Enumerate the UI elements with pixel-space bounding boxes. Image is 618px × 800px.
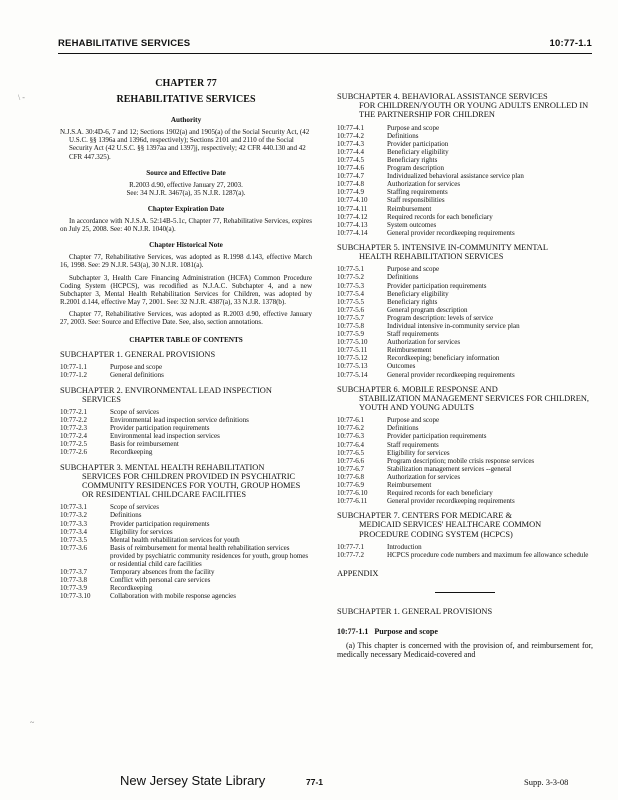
body-section-heading xyxy=(337,628,593,636)
toc-entry-number: 10:77-1.1 xyxy=(60,363,88,372)
toc-entry-number: 10:77-6.3 xyxy=(337,432,365,441)
toc-entry-title: Staff requirements xyxy=(387,440,439,449)
toc-entry-title: Required records for each beneficiary xyxy=(387,489,493,498)
toc-entry-title: Purpose and scope xyxy=(110,363,163,372)
toc-entry-title: Authorization for services xyxy=(387,338,461,347)
toc-entry-title: Staffing requirements xyxy=(387,188,448,197)
subchapter-title-text: SUBCHAPTER 7. CENTERS FOR MEDICARE & xyxy=(337,511,512,521)
toc-entry-title: Environmental lead inspection services xyxy=(110,432,220,441)
toc-entry xyxy=(337,213,593,221)
toc-entry xyxy=(337,205,593,213)
subchapter-title-continuation: FOR CHILDREN/YOUTH OR YOUNG ADULTS ENROLLED IN THE PARTNERSHIP FOR CHILDREN xyxy=(359,101,589,120)
expiration-heading: Chapter Expiration Date xyxy=(147,204,225,213)
toc-entry-number: 10:77-5.5 xyxy=(337,297,365,306)
toc-entry-title: Purpose and scope xyxy=(387,416,440,425)
toc-entry-title: General definitions xyxy=(110,371,164,380)
toc-entry-number: 10:77-4.11 xyxy=(337,204,368,213)
toc-entry xyxy=(60,371,312,379)
body-section-title: Purpose and scope xyxy=(374,627,438,637)
toc-entry xyxy=(337,441,593,449)
toc-entry-title: Reimbursement xyxy=(387,481,432,489)
left-column xyxy=(60,80,312,600)
toc-subchapter-title xyxy=(337,92,593,120)
toc-entry xyxy=(337,432,593,440)
footer-page-number: 77-1 xyxy=(306,777,324,787)
toc-entry-number: 10:77-4.3 xyxy=(337,139,365,148)
subchapter-title-text: SUBCHAPTER 2. ENVIRONMENTAL LEAD INSPECTION xyxy=(60,385,272,395)
toc-entry-number: 10:77-4.12 xyxy=(337,212,368,221)
toc-entry-title: Staff requirements xyxy=(387,330,439,339)
toc-entry-title: Collaboration with mobile response agencies xyxy=(110,592,236,601)
toc-entry-number: 10:77-3.3 xyxy=(60,519,88,528)
toc-entry xyxy=(60,416,312,424)
body-paragraph: (a) This chapter is concerned with the provision of, and reimbursement for, medically necessary Medicaid-covered and xyxy=(337,640,593,659)
toc-entry-number: 10:77-5.2 xyxy=(337,273,365,282)
toc-entry-number: 10:77-7.1 xyxy=(337,542,365,551)
toc-entry xyxy=(337,273,593,281)
toc-entry xyxy=(60,584,312,592)
toc-entry-title: Eligibility for services xyxy=(110,527,173,536)
source-line: R.2003 d.90, effective January 27, 2003. xyxy=(129,180,243,189)
toc-entry-number: 10:77-5.7 xyxy=(337,313,365,322)
toc-entry xyxy=(337,298,593,306)
toc-entry-number: 10:77-5.10 xyxy=(337,338,368,347)
toc-entry xyxy=(60,520,312,528)
toc-entry-title: Definitions xyxy=(387,273,419,282)
toc-entry-number: 10:77-2.1 xyxy=(60,407,88,416)
toc-entry-title: Temporary absences from the facility xyxy=(110,568,215,577)
toc-entry-title: Definitions xyxy=(110,511,142,520)
toc-entry-number: 10:77-4.4 xyxy=(337,147,365,156)
toc-entry xyxy=(337,180,593,188)
toc-entry-title: Stabilization management services --general xyxy=(387,464,512,473)
toc-entry-title: Basis for reimbursement xyxy=(110,440,179,449)
toc-entry-title: Scope of services xyxy=(110,503,159,512)
toc-entry xyxy=(337,473,593,481)
toc-entry xyxy=(337,164,593,172)
toc-subchapter xyxy=(337,511,593,559)
toc-subchapter-title xyxy=(337,385,593,413)
toc-entry-number: 10:77-2.6 xyxy=(60,448,88,457)
toc-entry xyxy=(60,503,312,511)
toc-entry-title: Individual intensive in-community service plan xyxy=(387,321,520,330)
body-subchapter-title: SUBCHAPTER 1. GENERAL PROVISIONS xyxy=(337,607,493,617)
toc-entry-number: 10:77-7.2 xyxy=(337,550,365,559)
toc-entry xyxy=(60,536,312,544)
toc-entry xyxy=(60,568,312,576)
toc-entry-number: 10:77-4.9 xyxy=(337,188,365,197)
toc-entry xyxy=(337,362,593,370)
toc-entry-number: 10:77-6.4 xyxy=(337,440,365,449)
footer-supplement-date: Supp. 3-3-08 xyxy=(524,777,569,787)
toc-entry-number: 10:77-5.8 xyxy=(337,321,365,330)
toc-entry-title: Purpose and scope xyxy=(387,265,440,274)
historical-note-paragraph: Subchapter 3, Health Care Financing Administration (HCFA) Common Procedure Coding System (HCPCS), was recodified as N.J.A.C. Subchapter 4, and a new Subchapter 3, Mental Health Rehabilitation Services for Children, was adopted by R.2001 d.144, effective May 7, 2001. See: 32 N.J.R. 4387(a), 33 N.J.R. 1378(b). xyxy=(60,273,312,306)
toc-entry-title: Mental health rehabilitation services for youth xyxy=(110,535,240,544)
toc-entry xyxy=(337,306,593,314)
chapter-number: CHAPTER 77 xyxy=(155,78,217,89)
toc-entry-title: Program description: levels of service xyxy=(387,313,494,322)
toc-entry-title: Introduction xyxy=(387,542,422,551)
chapter-title: REHABILITATIVE SERVICES xyxy=(116,94,256,106)
toc-entry-number: 10:77-6.6 xyxy=(337,456,365,465)
toc-entry xyxy=(60,432,312,440)
toc-entry xyxy=(60,544,312,568)
toc-entry xyxy=(337,229,593,237)
toc-entry-title: Authorization for services xyxy=(387,472,461,481)
toc-entry xyxy=(337,132,593,140)
toc-entry-title: Definitions xyxy=(387,424,419,433)
toc-entry-title: Recordkeeping xyxy=(110,448,153,457)
toc-entry xyxy=(337,449,593,457)
toc-entry xyxy=(337,551,593,559)
toc-entry-number: 10:77-5.3 xyxy=(337,281,365,290)
toc-entry xyxy=(337,497,593,505)
toc-entry-number: 10:77-2.4 xyxy=(60,432,88,441)
toc-entry xyxy=(60,576,312,584)
body-section-number: 10:77-1.1 xyxy=(337,627,369,637)
toc-entry xyxy=(337,196,593,204)
source-heading: Source and Effective Date xyxy=(146,168,226,177)
toc-entry-number: 10:77-6.9 xyxy=(337,481,365,489)
toc-entry xyxy=(337,346,593,354)
authority-text: N.J.S.A. 30:4D-6, 7 and 12; Sections 1902(a) and 1905(a) of the Social Security Act, (42 U.S.C. §§ 1396a and 1396d, respectively); Sections 2101 and 2110 of the Social Security Act (42 U.S.C. §§ 1397aa and 1397jj, respectively; 42 CFR 440.130 and 42 CFR 447.325). xyxy=(60,128,310,161)
toc-subchapter-title xyxy=(337,243,593,261)
toc-entry xyxy=(337,314,593,322)
toc-entry-number: 10:77-4.8 xyxy=(337,180,365,189)
toc-entry xyxy=(337,489,593,497)
toc-entry-number: 10:77-3.6 xyxy=(60,543,88,552)
toc-entry xyxy=(337,416,593,424)
toc-entry-title: General provider recordkeeping requirements xyxy=(387,228,515,237)
toc-entry-number: 10:77-5.1 xyxy=(337,265,365,274)
toc-entry xyxy=(337,338,593,346)
toc-entry xyxy=(60,511,312,519)
historical-note-paragraph: Chapter 77, Rehabilitative Services, was adopted as R.1998 d.143, effective March 16, 1998. See: 29 N.J.R. 543(a), 30 N.J.R. 1081(a). xyxy=(60,253,312,270)
toc-entry xyxy=(337,282,593,290)
toc-entry-title: Conflict with personal care services xyxy=(110,576,211,585)
toc-entry-number: 10:77-6.7 xyxy=(337,464,365,473)
running-header xyxy=(58,37,592,54)
toc-entry-title: HCPCS procedure code numbers and maximum fee allowance schedule xyxy=(387,550,589,559)
toc-entry-number: 10:77-6.11 xyxy=(337,497,368,506)
toc-entry xyxy=(337,465,593,473)
toc-entry xyxy=(60,448,312,456)
toc-entry-title: Outcomes xyxy=(387,362,416,371)
toc-subchapter-title xyxy=(60,463,312,500)
toc-subchapter xyxy=(337,385,593,506)
toc-entry xyxy=(337,424,593,432)
toc-entry-number: 10:77-6.10 xyxy=(337,489,368,498)
toc-entry xyxy=(337,148,593,156)
toc-entry-title: Program description; mobile crisis response services xyxy=(387,456,535,465)
divider-rule xyxy=(435,592,495,593)
subchapter-title-continuation: SERVICES xyxy=(82,394,121,404)
subchapter-title-text: SUBCHAPTER 6. MOBILE RESPONSE AND xyxy=(337,384,498,394)
toc-entry-number: 10:77-5.12 xyxy=(337,354,368,363)
toc-entry-number: 10:77-1.2 xyxy=(60,371,88,380)
toc-entry-title: Authorization for services xyxy=(387,180,461,189)
toc-entry xyxy=(337,265,593,273)
toc-entry-number: 10:77-4.6 xyxy=(337,164,365,173)
toc-subchapter-title xyxy=(337,511,593,539)
toc-entry-title: Staff responsibilities xyxy=(387,196,445,205)
header-title: REHABILITATIVE SERVICES xyxy=(58,38,191,49)
toc-entry-number: 10:77-5.14 xyxy=(337,370,368,379)
toc-entry-title: General program description xyxy=(387,305,468,314)
toc-entry xyxy=(337,543,593,551)
footer-library-stamp: New Jersey State Library xyxy=(120,773,266,788)
historical-note-paragraph: Chapter 77, Rehabilitative Services, was adopted as R.2003 d.90, effective January 27, 2003. See: Source and Effective Date. See, also, section annotations. xyxy=(60,309,312,326)
expiration-text: In accordance with N.J.S.A. 52:14B-5.1c, Chapter 77, Rehabilitative Services, expires on July 25, 2008. See: 40 N.J.R. 1040(a). xyxy=(60,217,312,234)
toc-entry-title: Recordkeeping; beneficiary information xyxy=(387,354,500,363)
subchapter-title-text: SUBCHAPTER 5. INTENSIVE IN-COMMUNITY MENTAL xyxy=(337,242,548,252)
toc-entry-title: System outcomes xyxy=(387,220,437,229)
toc-entry xyxy=(337,140,593,148)
toc-entry-title: Definitions xyxy=(387,131,419,140)
toc-entry-number: 10:77-3.4 xyxy=(60,527,88,536)
toc-entry xyxy=(60,440,312,448)
toc-subchapter xyxy=(337,243,593,379)
toc-entry-title: Provider participation xyxy=(387,139,449,148)
toc-entry-title: Beneficiary eligibility xyxy=(387,289,449,298)
toc-entry-title: Individualized behavioral assistance service plan xyxy=(387,172,524,181)
toc-entry-title: Required records for each beneficiary xyxy=(387,212,493,221)
right-column xyxy=(337,86,593,663)
toc-heading: CHAPTER TABLE OF CONTENTS xyxy=(129,336,243,345)
toc-entry-number: 10:77-4.5 xyxy=(337,155,365,164)
toc-entry-number: 10:77-4.1 xyxy=(337,123,365,132)
toc-entry-title: Beneficiary rights xyxy=(387,297,438,306)
toc-entry-number: 10:77-5.6 xyxy=(337,305,365,314)
subchapter-title-continuation: MEDICAID SERVICES' HEALTHCARE COMMON PROCEDURE CODING SYSTEM (HCPCS) xyxy=(359,520,542,539)
toc-entry-title: Reimbursement xyxy=(387,204,432,213)
toc-entry xyxy=(60,363,312,371)
source-line: See: 34 N.J.R. 3467(a), 35 N.J.R. 1287(a). xyxy=(126,188,246,197)
toc-entry-number: 10:77-3.5 xyxy=(60,535,88,544)
toc-entry xyxy=(337,290,593,298)
toc-entry-number: 10:77-3.10 xyxy=(60,592,91,601)
toc-entry-number: 10:77-5.11 xyxy=(337,346,368,355)
toc-entry-title: Provider participation requirements xyxy=(110,519,210,528)
toc-entry-title: General provider recordkeeping requirements xyxy=(387,497,515,506)
toc-subchapter xyxy=(60,350,312,379)
toc-entry-number: 10:77-5.4 xyxy=(337,289,365,298)
toc-subchapter xyxy=(60,386,312,457)
toc-entry-number: 10:77-3.2 xyxy=(60,511,88,520)
toc-entry-number: 10:77-6.5 xyxy=(337,448,365,457)
toc-entry-title: Provider participation requirements xyxy=(387,432,487,441)
toc-entry-number: 10:77-3.7 xyxy=(60,568,88,577)
toc-entry xyxy=(337,322,593,330)
toc-entry-number: 10:77-3.1 xyxy=(60,503,88,512)
subchapter-title-text: SUBCHAPTER 1. GENERAL PROVISIONS xyxy=(60,350,216,360)
toc-entry-number: 10:77-3.8 xyxy=(60,576,88,585)
toc-entry-title: Scope of services xyxy=(110,407,159,416)
toc-entry-title: Reimbursement xyxy=(387,346,432,355)
scan-mark: \ - xyxy=(18,93,25,102)
toc-entry-number: 10:77-6.8 xyxy=(337,472,365,481)
toc-entry-number: 10:77-2.5 xyxy=(60,440,88,449)
toc-subchapter xyxy=(337,92,593,237)
subchapter-title-text: SUBCHAPTER 3. MENTAL HEALTH REHABILITATION xyxy=(60,462,265,472)
toc-entry xyxy=(337,221,593,229)
toc-entry-title: Provider participation requirements xyxy=(110,424,210,433)
toc-subchapter xyxy=(60,463,312,601)
toc-entry xyxy=(337,354,593,362)
toc-entry-title: Eligibility for services xyxy=(387,448,450,457)
toc-entry xyxy=(337,457,593,465)
toc-entry-title: General provider recordkeeping requirements xyxy=(387,370,515,379)
toc-subchapter-title xyxy=(60,350,312,359)
toc-entry xyxy=(337,188,593,196)
toc-entry-title: Beneficiary eligibility xyxy=(387,147,449,156)
toc-entry-title: Basis of reimbursement for mental health rehabilitation services provided by psychiatric community residences for youth, group homes or residential child care facilities xyxy=(110,543,309,568)
toc-entry-title: Provider participation requirements xyxy=(387,281,487,290)
appendix-entry: APPENDIX xyxy=(337,569,379,579)
toc-entry-title: Program description xyxy=(387,164,444,173)
header-section-number: 10:77-1.1 xyxy=(549,38,592,49)
subchapter-title-continuation: STABILIZATION MANAGEMENT SERVICES FOR CHILDREN, YOUTH AND YOUNG ADULTS xyxy=(359,393,589,413)
toc-entry-number: 10:77-6.1 xyxy=(337,416,365,425)
toc-entry xyxy=(337,172,593,180)
toc-entry-title: Purpose and scope xyxy=(387,123,440,132)
scan-mark: ~ xyxy=(30,718,35,727)
toc-entry-number: 10:77-4.13 xyxy=(337,220,368,229)
subchapter-title-continuation: HEALTH REHABILITATION SERVICES xyxy=(359,252,504,262)
toc-entry xyxy=(337,481,593,489)
historical-note-heading: Chapter Historical Note xyxy=(149,241,223,250)
subchapter-title-text: SUBCHAPTER 4. BEHAVIORAL ASSISTANCE SERVICES xyxy=(337,92,548,101)
toc-entry xyxy=(337,371,593,379)
toc-entry-number: 10:77-4.2 xyxy=(337,131,365,140)
toc-entry-title: Recordkeeping xyxy=(110,584,153,593)
toc-entry-number: 10:77-2.3 xyxy=(60,424,88,433)
toc-entry-title: Beneficiary rights xyxy=(387,155,438,164)
toc-entry xyxy=(337,124,593,132)
toc-entry-number: 10:77-4.14 xyxy=(337,228,368,237)
toc-entry-title: Environmental lead inspection service definitions xyxy=(110,416,249,425)
toc-entry-number: 10:77-4.7 xyxy=(337,172,365,181)
authority-heading: Authority xyxy=(170,116,202,125)
toc-entry-number: 10:77-5.9 xyxy=(337,330,365,339)
toc-entry xyxy=(60,592,312,600)
toc-subchapter-title xyxy=(60,386,312,404)
toc-entry-number: 10:77-3.9 xyxy=(60,584,88,593)
toc-entry xyxy=(60,528,312,536)
toc-entry-number: 10:77-6.2 xyxy=(337,424,365,433)
toc-entry-number: 10:77-5.13 xyxy=(337,362,368,371)
toc-entry xyxy=(60,408,312,416)
toc-entry xyxy=(60,424,312,432)
toc-entry-number: 10:77-2.2 xyxy=(60,416,88,425)
subchapter-title-continuation: SERVICES FOR CHILDREN PROVIDED IN PSYCHIATRIC COMMUNITY RESIDENCES FOR YOUTH, GROUP HOMES OR RESIDENTIAL CHILDCARE FACILITIES xyxy=(82,471,301,500)
toc-entry-number: 10:77-4.10 xyxy=(337,196,368,205)
toc-entry xyxy=(337,330,593,338)
toc-entry xyxy=(337,156,593,164)
